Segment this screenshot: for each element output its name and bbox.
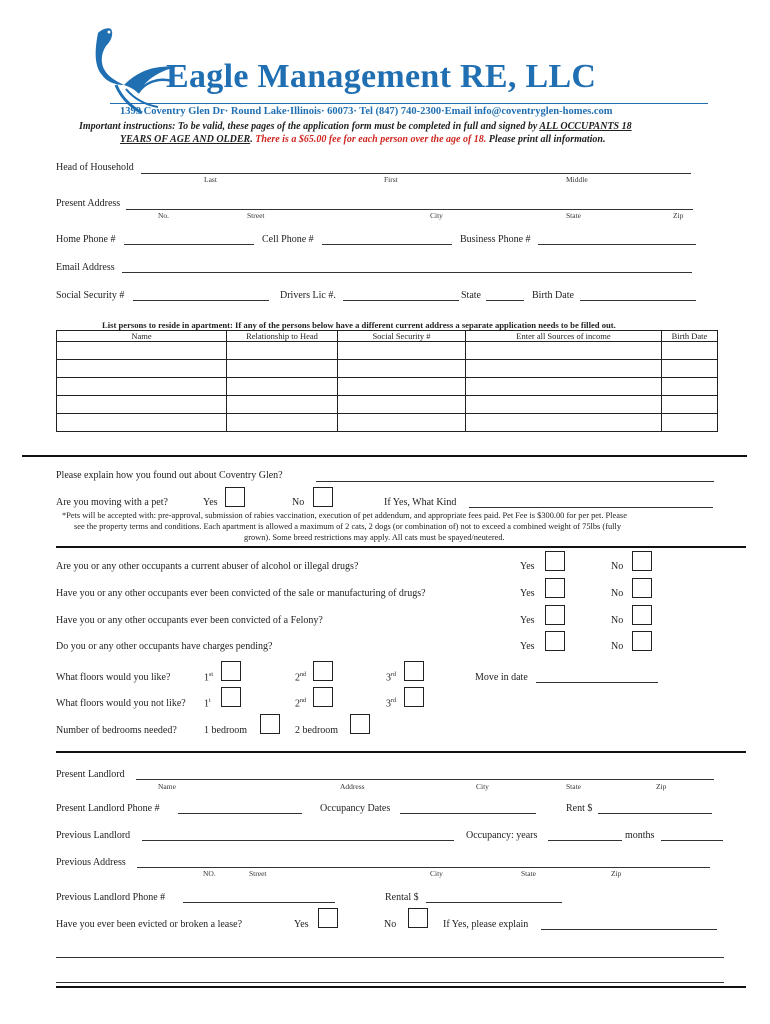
hoh-last-label: Last [204, 175, 217, 184]
q2-yes-checkbox[interactable] [545, 578, 565, 598]
move-in-label: Move in date [475, 672, 528, 683]
home-phone-label: Home Phone # [56, 234, 116, 245]
evicted-label: Have you ever been evicted or broken a lease? [56, 919, 243, 930]
evicted-no-checkbox[interactable] [408, 908, 428, 928]
present-landlord-field[interactable] [136, 779, 714, 780]
floor-1st-suffix: st [209, 672, 214, 678]
previous-phone-field[interactable] [183, 902, 335, 903]
rent-field[interactable] [598, 813, 712, 814]
ssn-label: Social Security # [56, 290, 125, 301]
explain-field[interactable] [541, 929, 717, 930]
occupants-heading: List persons to reside in apartment: If any of the persons below have a different current address a separate application needs to be filled out. [102, 320, 616, 330]
rent-label: Rent $ [566, 803, 593, 814]
move-in-field[interactable] [536, 682, 658, 683]
q2-no-label: No [611, 588, 624, 599]
birth-date-label: Birth Date [532, 290, 574, 301]
previous-address-field[interactable] [137, 867, 710, 868]
pet-yes-checkbox[interactable] [225, 487, 245, 507]
landlord-address-label: Address [340, 782, 365, 791]
q3-no-checkbox[interactable] [632, 605, 652, 625]
floor-3rd-suffix: rd [391, 672, 396, 678]
floors-like-label: What floors would you like? [56, 672, 171, 683]
instructions-underlined: ALL OCCUPANTS 18 [539, 121, 632, 132]
two-bed-label: 2 bedroom [295, 725, 339, 736]
previous-address-label: Previous Address [56, 857, 126, 868]
moving-pet-label: Are you moving with a pet? [56, 497, 168, 508]
q1-yes-label: Yes [520, 561, 535, 572]
present-landlord-label: Present Landlord [56, 769, 125, 780]
q3-no-label: No [611, 615, 624, 626]
q4-no-label: No [611, 641, 624, 652]
prev-city-label: City [430, 869, 443, 878]
explain-line-3[interactable] [56, 982, 724, 983]
floor-not-1st-suffix: t [209, 698, 211, 704]
pet-policy-2: see the property terms and conditions. Each apartment is allowed a maximum of 2 cats, 2 dogs (or combination of) not to exceed a combined weight of 75lbs (fully [74, 522, 622, 531]
question-2: Have you or any other occupants ever been convicted of the sale or manufacturing of drugs? [56, 588, 426, 599]
evicted-no-label: No [384, 919, 397, 930]
present-address-field[interactable] [126, 209, 693, 210]
hoh-field[interactable] [141, 173, 691, 174]
divider [56, 751, 746, 753]
explain-label: If Yes, please explain [443, 919, 529, 930]
q4-no-checkbox[interactable] [632, 631, 652, 651]
col-relationship: Relationship to Head [227, 331, 338, 342]
prev-state-label: State [521, 869, 536, 878]
floor-not-1st-label [204, 698, 211, 709]
floor-1st-label [204, 672, 213, 683]
floor-2nd-label [295, 672, 306, 683]
floor-not-3-checkbox[interactable] [404, 687, 424, 707]
floor-not-2nd-number: 2 [295, 698, 300, 710]
present-phone-label: Present Landlord Phone # [56, 803, 160, 814]
floor-1st-number: 1 [204, 672, 209, 684]
occupancy-years-field[interactable] [548, 840, 622, 841]
dl-state-label: State [461, 290, 481, 301]
months-field[interactable] [661, 840, 723, 841]
instructions-line-1 [79, 121, 632, 132]
floor-not-3rd-number: 3 [386, 698, 391, 710]
pet-no-checkbox[interactable] [313, 487, 333, 507]
previous-landlord-label: Previous Landlord [56, 830, 131, 841]
home-phone-field[interactable] [124, 244, 254, 245]
landlord-state-label: State [566, 782, 581, 791]
table-row[interactable] [57, 396, 718, 414]
one-bed-label: 1 bedroom [204, 725, 248, 736]
occupants-table [56, 330, 718, 432]
header-rule [110, 103, 708, 104]
landlord-zip-label: Zip [656, 782, 667, 791]
occupancy-years-label: Occupancy: years [466, 830, 538, 841]
cell-phone-label: Cell Phone # [262, 234, 314, 245]
floor-not-3rd-suffix: rd [391, 698, 396, 704]
email-label: Email Address [56, 262, 115, 273]
table-row[interactable] [57, 378, 718, 396]
present-phone-field[interactable] [178, 813, 302, 814]
drivers-lic-field[interactable] [343, 300, 459, 301]
addr-street-label: Street [247, 211, 265, 220]
addr-zip-label: Zip [673, 211, 684, 220]
q1-no-checkbox[interactable] [632, 551, 652, 571]
floor-not-2nd-label [295, 698, 306, 709]
ssn-field[interactable] [133, 300, 269, 301]
q4-yes-label: Yes [520, 641, 535, 652]
prev-street-label: Street [249, 869, 267, 878]
drivers-lic-label: Drivers Lic #. [280, 290, 336, 301]
business-phone-field[interactable] [538, 244, 696, 245]
pet-kind-label: If Yes, What Kind [384, 497, 457, 508]
contact-line: 1399 Coventry Glen Dr· Round Lake·Illinois· 60073· Tel (847) 740-2300·Email info@coventryglen-homes.com [120, 106, 613, 117]
two-bed-checkbox[interactable] [350, 714, 370, 734]
company-name: Eagle Management RE, LLC [166, 58, 597, 95]
table-row[interactable] [57, 360, 718, 378]
present-address-label: Present Address [56, 198, 121, 209]
pet-no-label: No [292, 497, 305, 508]
found-field[interactable] [316, 481, 714, 482]
bedrooms-label: Number of bedrooms needed? [56, 725, 177, 736]
landlord-name-label: Name [158, 782, 176, 791]
dl-state-field[interactable] [486, 300, 524, 301]
divider [22, 455, 747, 457]
divider [56, 986, 746, 988]
evicted-yes-label: Yes [294, 919, 309, 930]
birth-date-field[interactable] [580, 300, 696, 301]
instructions-line-2: YEARS OF AGE AND OLDER. There is a $65.00 fee for each person over the age of 18. Please print all information. [120, 134, 606, 145]
business-phone-label: Business Phone # [460, 234, 531, 245]
prev-no-label: NO. [203, 869, 216, 878]
pet-kind-field[interactable] [469, 507, 713, 508]
instructions-underlined-cont: YEARS OF AGE AND OLDER [120, 134, 251, 145]
floor-not-2-checkbox[interactable] [313, 687, 333, 707]
q2-yes-label: Yes [520, 588, 535, 599]
landlord-city-label: City [476, 782, 489, 791]
floor-3rd-label [386, 672, 396, 683]
addr-state-label: State [566, 211, 581, 220]
question-1: Are you or any other occupants a current abuser of alcohol or illegal drugs? [56, 561, 359, 572]
previous-phone-label: Previous Landlord Phone # [56, 892, 166, 903]
col-birth-date: Birth Date [662, 331, 718, 342]
floor-2nd-suffix: nd [300, 672, 306, 678]
q1-yes-checkbox[interactable] [545, 551, 565, 571]
months-label: months [625, 830, 655, 841]
q3-yes-label: Yes [520, 615, 535, 626]
q4-yes-checkbox[interactable] [545, 631, 565, 651]
occupancy-dates-field[interactable] [400, 813, 536, 814]
floor-3rd-number: 3 [386, 672, 391, 684]
floor-2nd-number: 2 [295, 672, 300, 684]
addr-city-label: City [430, 211, 443, 220]
print-notice: Please print all information. [488, 134, 606, 145]
explain-line-2[interactable] [56, 957, 724, 958]
rental-label: Rental $ [385, 892, 419, 903]
cell-phone-field[interactable] [322, 244, 452, 245]
col-name: Name [57, 331, 227, 342]
floor-not-1st-number: 1 [204, 698, 209, 710]
floors-not-like-label: What floors would you not like? [56, 698, 186, 709]
addr-no-label: No. [158, 211, 170, 220]
question-3: Have you or any other occupants ever been convicted of a Felony? [56, 615, 323, 626]
col-income: Enter all Sources of income [466, 331, 662, 342]
pet-policy-1: *Pets will be accepted with: pre-approval, submission of rabies vaccination, execution of pet addendum, and appropriate fees paid. Pet Fee is $300.00 for per pet. Please [62, 511, 627, 520]
floor-like-3-checkbox[interactable] [404, 661, 424, 681]
hoh-first-label: First [384, 175, 398, 184]
hoh-middle-label: Middle [566, 175, 588, 184]
fee-notice: There is a $65.00 fee for each person over the age of 18. [255, 134, 487, 145]
col-ssn: Social Security # [338, 331, 466, 342]
q3-yes-checkbox[interactable] [545, 605, 565, 625]
q2-no-checkbox[interactable] [632, 578, 652, 598]
question-4: Do you or any other occupants have charges pending? [56, 641, 273, 652]
instructions-text: Important instructions: To be valid, these pages of the application form must be completed in full and signed by [79, 121, 540, 132]
floor-not-1-checkbox[interactable] [221, 687, 241, 707]
prev-zip-label: Zip [611, 869, 622, 878]
q1-no-label: No [611, 561, 624, 572]
occupancy-dates-label: Occupancy Dates [320, 803, 391, 814]
floor-not-2nd-suffix: nd [300, 698, 306, 704]
floor-like-2-checkbox[interactable] [313, 661, 333, 681]
found-question: Please explain how you found out about Coventry Glen? [56, 470, 283, 481]
floor-like-1-checkbox[interactable] [221, 661, 241, 681]
table-row[interactable] [57, 414, 718, 432]
table-row[interactable] [57, 342, 718, 360]
pet-policy-3: grown). Some breed restrictions may apply. All cats must be spayed/neutered. [244, 533, 505, 542]
rental-field[interactable] [426, 902, 562, 903]
hoh-label: Head of Household [56, 162, 134, 173]
previous-landlord-field[interactable] [142, 840, 454, 841]
floor-not-3rd-label [386, 698, 396, 709]
divider [56, 546, 746, 548]
evicted-yes-checkbox[interactable] [318, 908, 338, 928]
pet-yes-label: Yes [203, 497, 218, 508]
one-bed-checkbox[interactable] [260, 714, 280, 734]
email-field[interactable] [122, 272, 692, 273]
